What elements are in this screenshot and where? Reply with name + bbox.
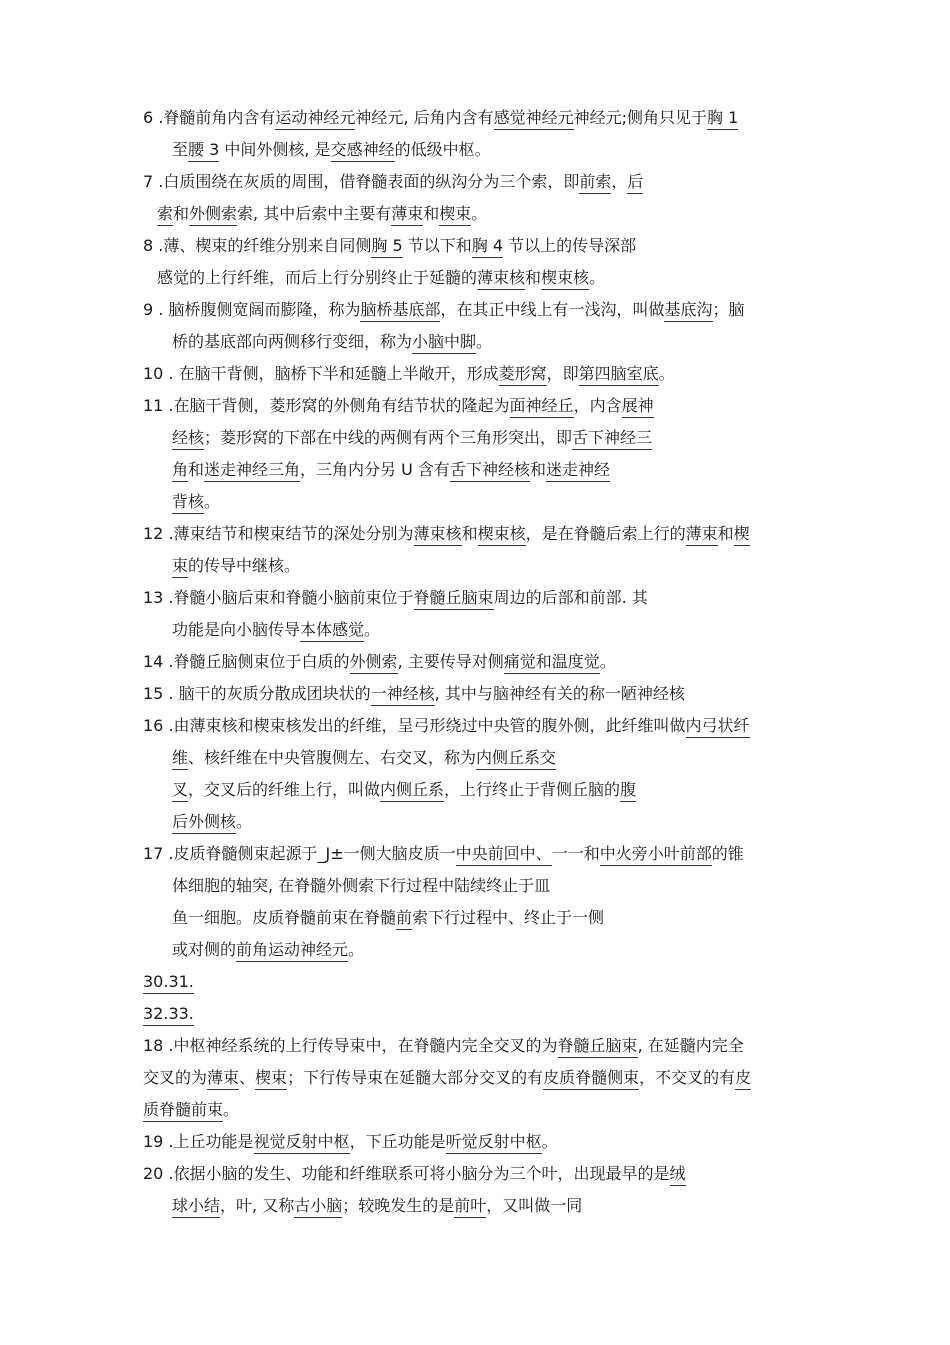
text-line <box>143 299 745 321</box>
text-segment: 10 . 在脑干背侧，脑桥下半和延髓上半敞开，形成 <box>143 364 499 383</box>
text-segment: ，在其正中线上有一浅沟，叫做 <box>440 300 665 319</box>
answer-blank: 迷走神经 <box>546 460 610 482</box>
answer-blank: 角 <box>172 460 188 482</box>
text-segment: 。 <box>236 812 253 831</box>
text-line <box>143 395 654 417</box>
text-segment: 13 .脊髓小脑后束和脊髓小脑前束位于 <box>143 588 414 607</box>
text-segment: 感觉的上行纤维，而后上行分别终止于延髓的 <box>157 268 478 287</box>
text-line <box>172 139 491 161</box>
answer-blank: 索 <box>157 204 173 226</box>
answer-blank: 脊髓丘脑束 <box>558 1036 638 1058</box>
text-segment: ；脑 <box>712 300 745 319</box>
text-segment: 15 . 脑干的灰质分散成团块状的 <box>143 684 371 703</box>
text-segment: ，不交叉的有 <box>639 1068 736 1087</box>
text-line <box>143 235 636 257</box>
text-segment: 。 <box>471 204 488 223</box>
answer-blank: 视觉反射中枢 <box>254 1132 350 1154</box>
text-segment: 11 .在脑干背侧，菱形窝的外侧角有结节状的隆起为 <box>143 396 510 415</box>
answer-blank: 薄束核 <box>477 268 525 290</box>
answer-blank: 迷走神经三角 <box>204 460 300 482</box>
text-segment: 。 <box>364 620 381 639</box>
answer-blank: 古小脑 <box>294 1196 342 1218</box>
text-segment: 和 <box>173 204 190 223</box>
text-segment: , 其中与脑神经有关的称一陋神经核 <box>434 684 685 703</box>
answer-blank: 前叶 <box>454 1196 486 1218</box>
answer-blank: 前 <box>396 908 412 930</box>
answer-blank: 薄束 <box>391 204 423 226</box>
text-segment: 。 <box>541 1132 558 1151</box>
answer-blank: 舌下神经三 <box>572 428 652 450</box>
text-line <box>143 1131 558 1153</box>
answer-blank: 脑桥基底部 <box>360 300 440 322</box>
answer-blank: 本体感觉 <box>300 620 364 642</box>
text-segment: 鱼一细胞。皮质脊髓前束在脊髓 <box>172 908 397 927</box>
text-segment: 体细胞的轴突, 在脊髓外侧索下行过程中陆续终止于皿 <box>172 876 551 895</box>
text-segment: 。 <box>348 940 365 959</box>
text-segment: 交叉的为 <box>143 1068 208 1087</box>
text-line <box>172 939 364 961</box>
text-segment: 的传导中继核。 <box>188 556 301 575</box>
text-segment: ，三角内分另 U 含有 <box>300 460 450 479</box>
answer-blank: 维 <box>172 748 188 770</box>
answer-blank: 中央前回中、 <box>456 844 552 866</box>
answer-blank: 薄束核 <box>414 524 462 546</box>
text-segment: 。 <box>476 332 493 351</box>
text-segment: 和 <box>423 204 440 223</box>
answer-blank: 听觉反射中枢 <box>446 1132 542 1154</box>
text-segment: 节以上的传导深部 <box>503 236 637 255</box>
text-segment: 周边的后部和前部. 其 <box>493 588 648 607</box>
answer-blank: 感觉神经元 <box>494 108 574 130</box>
text-line <box>143 1067 751 1089</box>
answer-blank: 背核 <box>172 492 204 514</box>
text-segment: 中间外侧核, 是 <box>219 140 331 159</box>
text-segment: 节以下和 <box>402 236 472 255</box>
answer-blank: 球小结 <box>172 1196 220 1218</box>
text-segment: 6 .脊髓前角内含有 <box>143 108 276 127</box>
text-segment: 和 <box>461 524 478 543</box>
text-segment: 和 <box>188 460 205 479</box>
text-line <box>143 971 194 993</box>
text-segment: ，即 <box>546 364 579 383</box>
text-line <box>143 523 750 545</box>
answer-blank: 叉 <box>172 780 188 802</box>
text-segment: 或对侧的 <box>172 940 237 959</box>
text-segment: , 在延髓内完全 <box>637 1036 744 1055</box>
answer-blank: 束 <box>172 556 188 578</box>
answer-blank: 薄束 <box>207 1068 239 1090</box>
text-line <box>143 363 675 385</box>
answer-blank: 30.31. <box>143 972 194 994</box>
text-segment: 和 <box>529 460 546 479</box>
text-segment: 18 .中枢神经系统的上行传导束中，在脊髓内完全交叉的为 <box>143 1036 558 1055</box>
text-segment: 和 <box>717 524 734 543</box>
text-line <box>143 683 685 705</box>
answer-blank: 32.33. <box>143 1004 194 1026</box>
text-segment: 功能是向小脑传导 <box>172 620 301 639</box>
text-line <box>172 875 550 897</box>
text-segment: 桥的基底部向两侧移行变细，称为 <box>172 332 413 351</box>
answer-blank: 基底沟 <box>664 300 712 322</box>
answer-blank: 第四脑室底 <box>579 364 659 386</box>
answer-blank: 楔束 <box>255 1068 287 1090</box>
text-line <box>157 203 487 225</box>
text-segment: 14 .脊髓丘脑侧束位于白质的 <box>143 652 350 671</box>
answer-blank: 一神经核 <box>371 684 435 706</box>
answer-blank: 外侧索 <box>350 652 398 674</box>
text-segment: 。 <box>589 268 606 287</box>
text-line <box>143 107 738 129</box>
text-segment: 7 .白质围绕在灰质的周围，借脊髓表面的纵沟分为三个索，即 <box>143 172 580 191</box>
text-segment: 。 <box>223 1100 240 1119</box>
answer-blank: 薄束 <box>686 524 718 546</box>
text-segment: 至 <box>172 140 189 159</box>
text-segment: 17 .皮质脊髓侧束起源于_J±一侧大脑皮质一 <box>143 844 456 863</box>
text-line <box>143 651 616 673</box>
text-line <box>172 331 492 353</box>
text-line <box>172 747 556 769</box>
text-line <box>172 555 300 577</box>
answer-blank: 展神 <box>622 396 654 418</box>
text-segment: ，内含 <box>573 396 622 415</box>
text-line <box>172 1195 582 1217</box>
answer-blank: 楔束核 <box>478 524 526 546</box>
text-line <box>157 267 605 289</box>
text-segment: 索, 其中后索中主要有 <box>237 204 392 223</box>
text-line <box>172 779 636 801</box>
answer-blank: 前索 <box>579 172 611 194</box>
text-segment: 8 .薄、楔束的纤维分别来自同侧 <box>143 236 372 255</box>
answer-blank: 质脊髓前束 <box>143 1100 223 1122</box>
text-segment: 9 . 脑桥腹侧宽阔而膨隆，称为 <box>143 300 361 319</box>
text-segment: ；下行传导束在延髓大部分交叉的有 <box>287 1068 544 1087</box>
answer-blank: 腰 3 <box>188 140 219 162</box>
text-segment: ；较晚发生的是 <box>342 1196 455 1215</box>
answer-blank: 皮质脊髓侧束 <box>543 1068 639 1090</box>
text-segment: 。 <box>599 652 616 671</box>
text-segment: ， <box>611 172 628 191</box>
answer-blank: 楔 <box>734 524 750 546</box>
text-segment: 20 .依据小脑的发生、功能和纤维联系可将小脑分为三个叶，出现最早的是 <box>143 1164 670 1183</box>
text-segment: 的低级中枢。 <box>394 140 491 159</box>
answer-blank: 经核 <box>172 428 204 450</box>
text-segment: ，是在脊髓后索上行的 <box>525 524 686 543</box>
answer-blank: 胸 1 <box>707 108 738 130</box>
text-segment: ；菱形窝的下部在中线的两侧有两个三角形突出，即 <box>204 428 573 447</box>
text-segment: 神经元;侧角只见于 <box>573 108 707 127</box>
text-line <box>172 811 252 833</box>
answer-blank: 脊髓丘脑束 <box>414 588 494 610</box>
answer-blank: 面神经丘 <box>510 396 574 418</box>
answer-blank: 胸 5 <box>371 236 402 258</box>
text-segment: 19 .上丘功能是 <box>143 1132 254 1151</box>
answer-blank: 痛觉和温度觉 <box>504 652 600 674</box>
text-line <box>143 1099 239 1121</box>
text-segment: 一一和 <box>551 844 600 863</box>
text-line <box>143 843 744 865</box>
text-line <box>172 907 604 929</box>
answer-blank: 楔束核 <box>541 268 589 290</box>
text-segment: ，叶, 又称 <box>220 1196 295 1215</box>
answer-blank: 内侧丘系 <box>380 780 444 802</box>
text-line <box>143 1035 744 1057</box>
text-segment: 16 .由薄束核和楔束核发出的纤维，呈弓形绕过中央管的腹外侧，此纤维叫做 <box>143 716 686 735</box>
answer-blank: 中火旁小叶前部 <box>600 844 712 866</box>
text-segment: , 主要传导对侧 <box>397 652 504 671</box>
text-segment: ，交叉后的纤维上行，叫做 <box>188 780 381 799</box>
answer-blank: 胸 4 <box>472 236 503 258</box>
text-segment: 神经元, 后角内含有 <box>355 108 494 127</box>
text-segment: 、 <box>239 1068 256 1087</box>
text-segment: 。 <box>658 364 675 383</box>
answer-blank: 小脑中脚 <box>412 332 476 354</box>
answer-blank: 菱形窝 <box>499 364 547 386</box>
answer-blank: 绒 <box>670 1164 686 1186</box>
text-line <box>143 171 643 193</box>
text-line <box>143 1003 194 1025</box>
answer-blank: 舌下神经核 <box>450 460 530 482</box>
answer-blank: 腹 <box>620 780 636 802</box>
text-segment: 和 <box>525 268 542 287</box>
text-line <box>143 715 750 737</box>
text-segment: 索下行过程中、终止于一侧 <box>412 908 605 927</box>
text-segment: 12 .薄束结节和楔束结节的深处分别为 <box>143 524 414 543</box>
text-line <box>172 459 610 481</box>
text-line <box>143 587 648 609</box>
text-segment: 、核纤维在中央管腹侧左、右交叉，称为 <box>188 748 477 767</box>
answer-blank: 外侧索 <box>189 204 237 226</box>
text-line <box>172 619 380 641</box>
answer-blank: 交感神经 <box>331 140 395 162</box>
answer-blank: 楔束 <box>439 204 471 226</box>
answer-blank: 前角运动神经元 <box>236 940 348 962</box>
text-line <box>172 427 652 449</box>
answer-blank: 运动神经元 <box>275 108 355 130</box>
answer-blank: 后外侧核 <box>172 812 236 834</box>
text-segment: ，下丘功能是 <box>349 1132 446 1151</box>
text-line <box>172 491 220 513</box>
text-segment: 。 <box>204 492 221 511</box>
answer-blank: 内侧丘系交 <box>476 748 556 770</box>
answer-blank: 皮 <box>735 1068 751 1090</box>
text-line <box>143 1163 686 1185</box>
text-segment: ，又叫做一同 <box>486 1196 583 1215</box>
text-segment: 的锥 <box>711 844 744 863</box>
answer-blank: 内弓状纤 <box>686 716 750 738</box>
text-segment: ，上行终止于背侧丘脑的 <box>444 780 621 799</box>
answer-blank: 后 <box>627 172 643 194</box>
